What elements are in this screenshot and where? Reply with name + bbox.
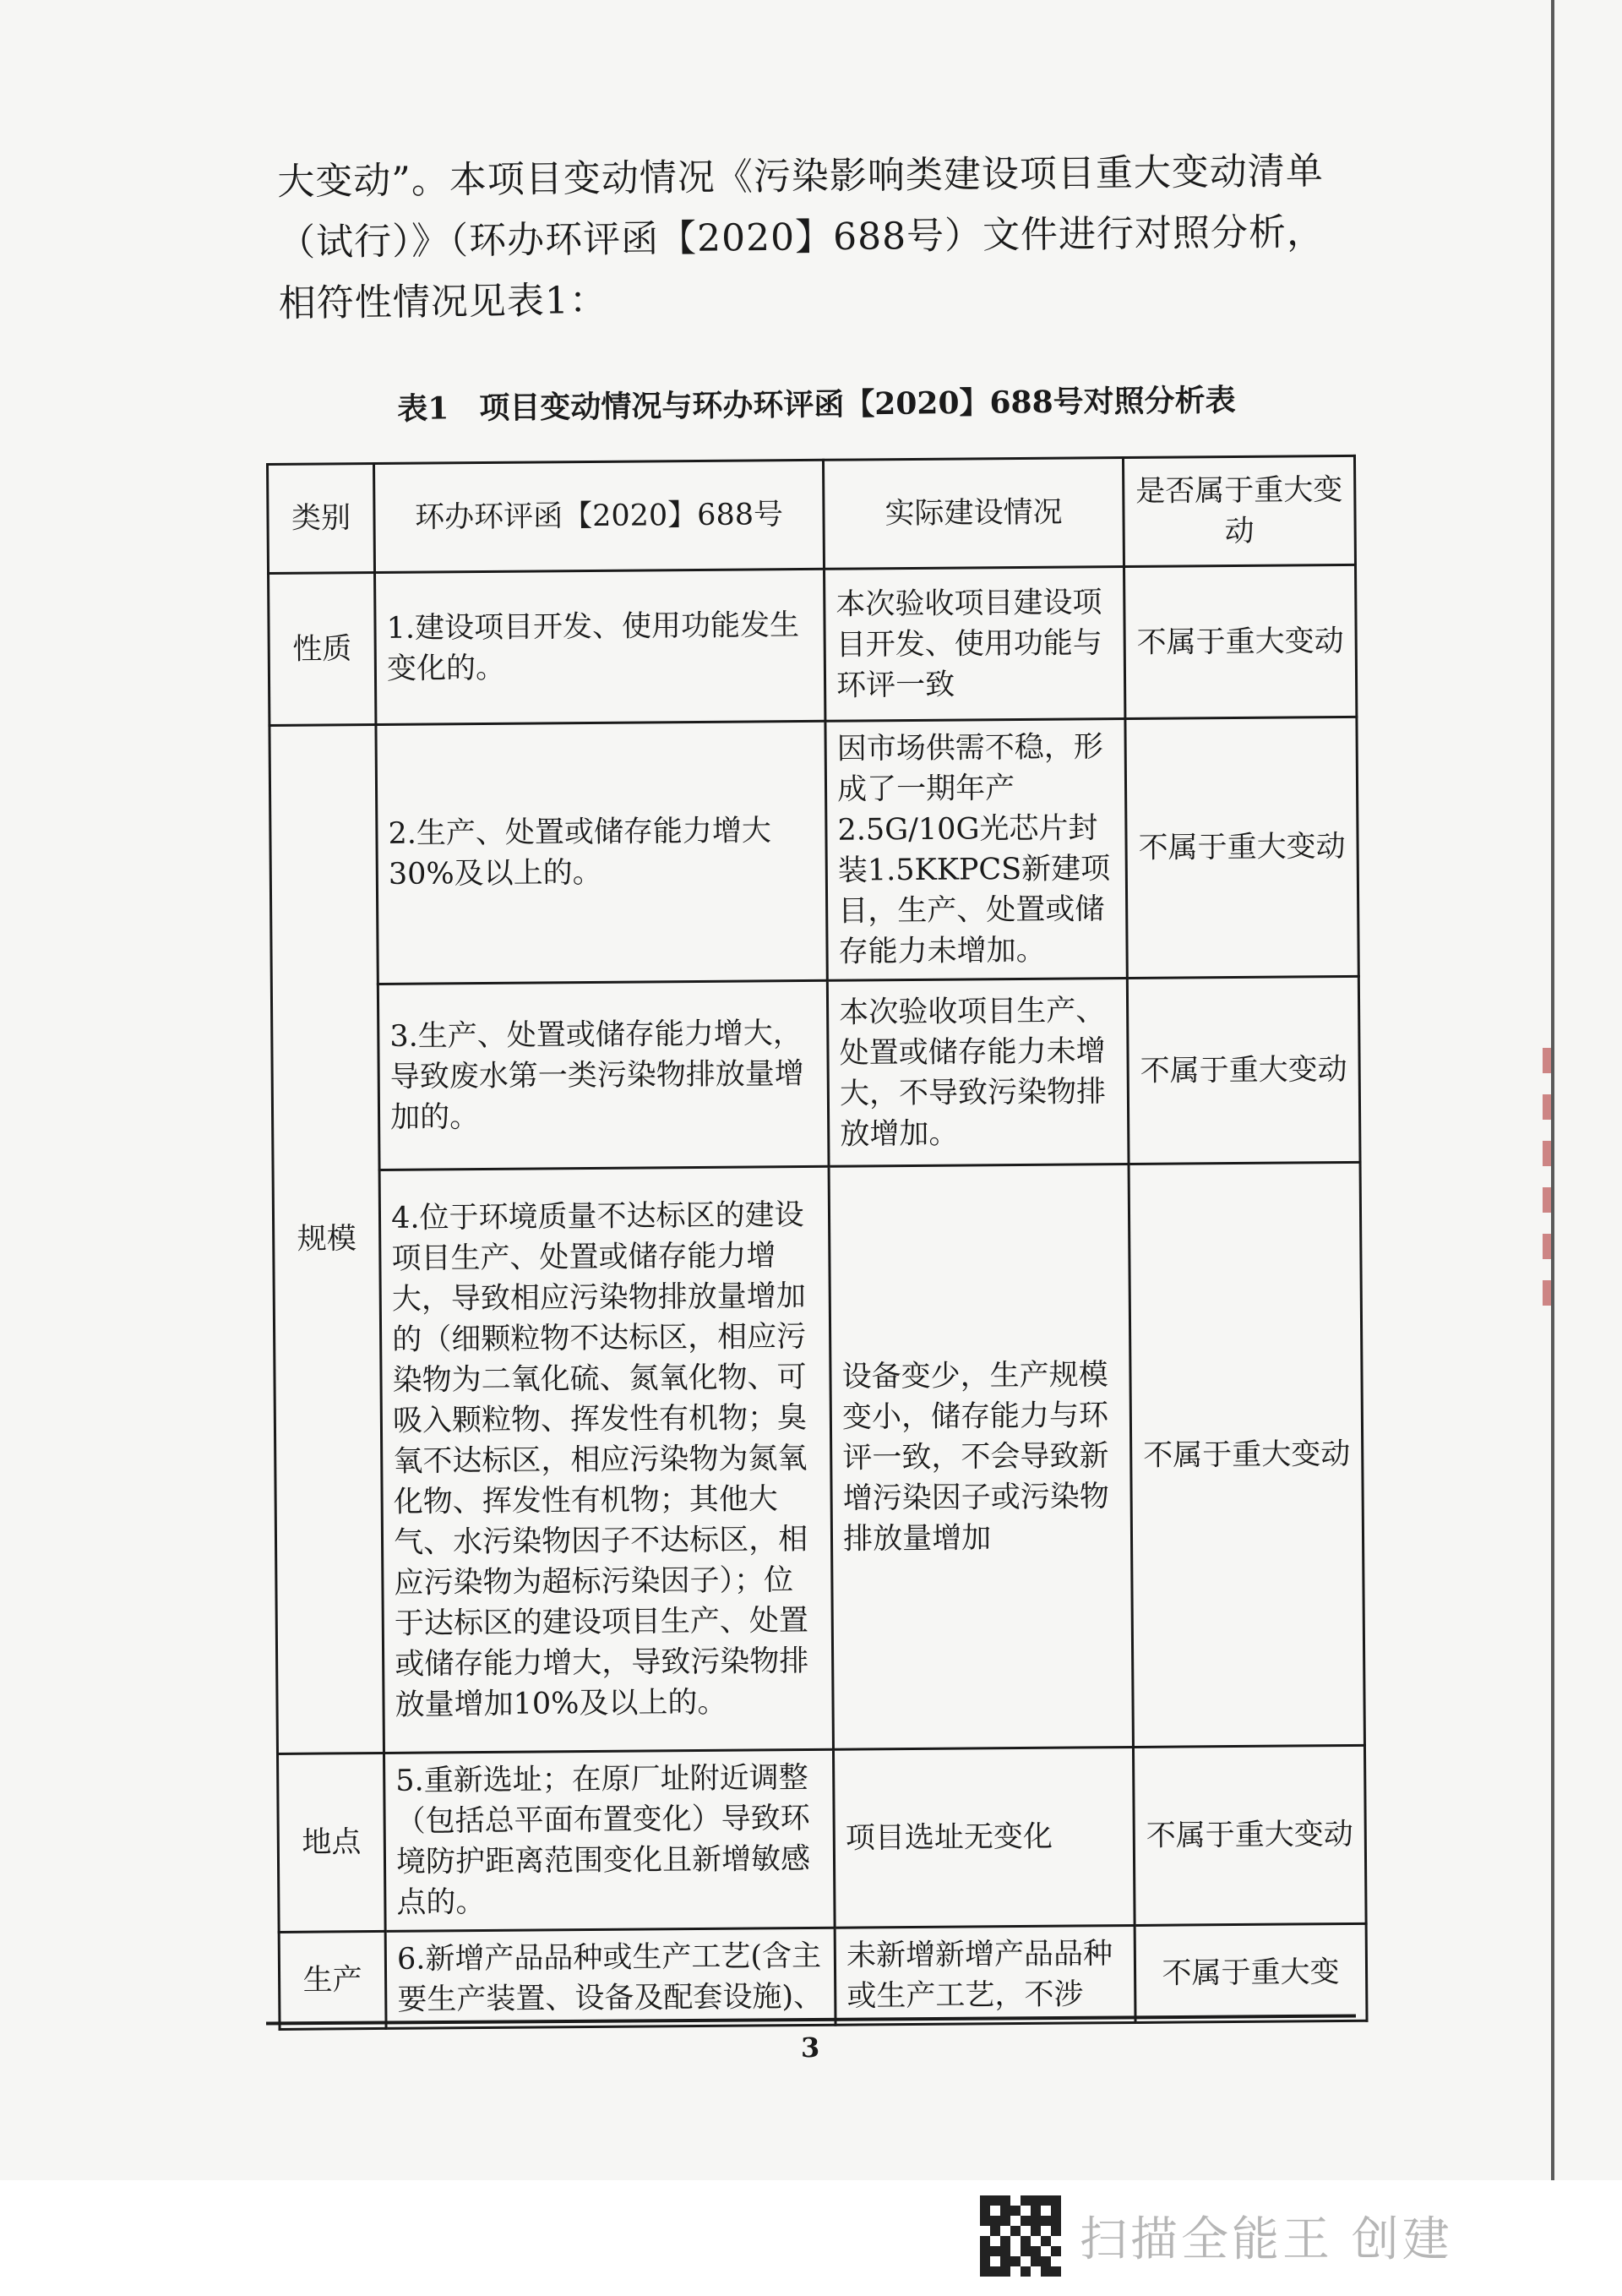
- table-row: [269, 717, 1358, 984]
- table-caption: 表1 项目变动情况与环办环评函【2020】688号对照分析表: [397, 382, 1236, 427]
- header-result: 是否属于重大变动: [1123, 455, 1355, 566]
- intro-paragraph: 大变动”。本项目变动情况《污染影响类建设项目重大变动清单（试行）》（环办环评函【2020】688号）文件进行对照分析，相符性情况见表1：: [277, 150, 1325, 325]
- actual-cell: 本次验收项目生产、处置或储存能力未增大，不导致污染物排放增加。: [827, 979, 1129, 1167]
- table-row: [277, 1745, 1366, 1932]
- qr-code-icon: [980, 2195, 1061, 2277]
- comparison-table: [266, 455, 1369, 2031]
- actual-cell: 因市场供需不稳，形成了一期年产2.5G/10G光芯片封装1.5KKPCS新建项目，生产、处置或储存能力未增加。: [825, 719, 1127, 981]
- header-category: 类别: [268, 463, 375, 573]
- requirement-cell: 4.位于环境质量不达标区的建设项目生产、处置或储存能力增大，导致相应污染物排放量增加的（细颗粒物不达标区，相应污染物为二氧化硫、氮氧化物、可吸入颗粒物、挥发性有机物；臭氧不达标区，相应污染物为氮氧化物、挥发性有机物；其他大气、水污染物因子不达标区，相应污染物为超标污染因子）；位于达标区的建设项目生产、处置或储存能力增大，导致污染物排放量增加10%及以上的。: [379, 1166, 833, 1753]
- actual-cell: 项目选址无变化: [834, 1747, 1135, 1928]
- actual-cell: 本次验收项目建设项目开发、使用功能与环评一致: [825, 567, 1125, 722]
- table-row: [273, 1162, 1364, 1753]
- category-cell: 规模: [269, 724, 384, 1753]
- watermark-text: 扫描全能王 创建: [1080, 2212, 1453, 2267]
- requirement-cell: 1.建设项目开发、使用功能发生变化的。: [375, 569, 825, 724]
- requirement-cell: 2.生产、处置或储存能力增大30%及以上的。: [376, 721, 827, 984]
- table-header-row: [268, 455, 1356, 573]
- actual-cell: 设备变少，生产规模变小，储存能力与环评一致，不会导致新增污染因子或污染物排放量增加: [829, 1164, 1133, 1750]
- result-cell: 不属于重大变动: [1125, 717, 1358, 978]
- result-cell: 不属于重大变动: [1127, 976, 1360, 1164]
- result-cell: 不属于重大变: [1135, 1923, 1367, 2022]
- actual-cell: 未新增新增产品品种或生产工艺，不涉: [835, 1925, 1135, 2025]
- scanner-watermark: [980, 2194, 1453, 2278]
- result-cell: 不属于重大变动: [1133, 1745, 1366, 1925]
- requirement-cell: 6.新增产品品种或生产工艺(含主要生产装置、设备及配套设施)、: [385, 1928, 835, 2028]
- page-number: 3: [801, 2031, 820, 2064]
- result-cell: 不属于重大变动: [1124, 564, 1357, 718]
- header-actual: 实际建设情况: [824, 458, 1124, 570]
- category-cell: 性质: [269, 572, 376, 725]
- result-cell: 不属于重大变动: [1129, 1162, 1364, 1747]
- requirement-cell: 3.生产、处置或储存能力增大，导致废水第一类污染物排放量增加的。: [378, 980, 829, 1170]
- red-stamp-edge: [1543, 1048, 1551, 1310]
- table-row: [271, 976, 1360, 1170]
- category-cell: 地点: [277, 1753, 385, 1932]
- header-requirement: 环办环评函【2020】688号: [374, 460, 825, 572]
- requirement-cell: 5.重新选址；在原厂址附近调整（包括总平面布置变化）导致环境防护距离范围变化且新增敏感点的。: [384, 1749, 835, 1931]
- category-cell: 生产: [279, 1931, 386, 2029]
- comparison-table-wrapper: [266, 455, 1369, 2031]
- table-row: [269, 564, 1357, 725]
- table-row: [279, 1923, 1367, 2029]
- page-edge: [1551, 0, 1554, 2180]
